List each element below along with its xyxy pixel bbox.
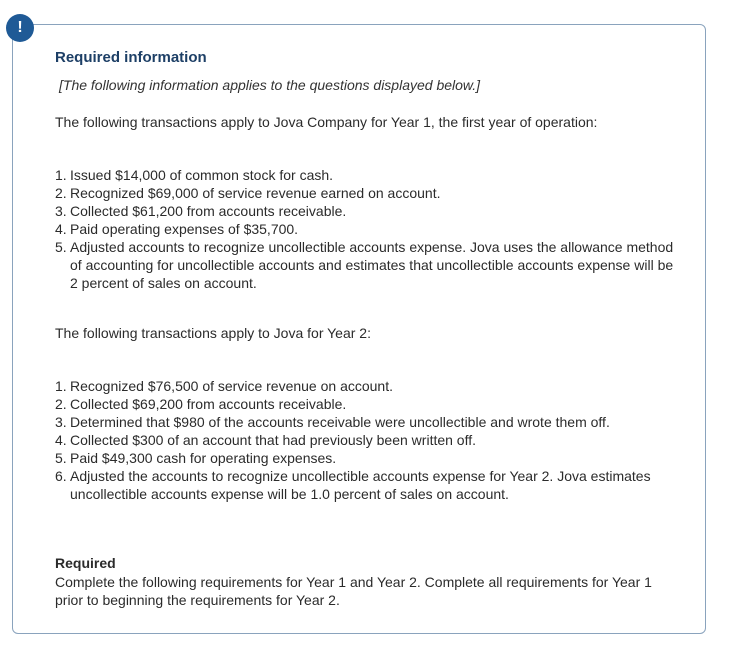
- list-item: 1. Issued $14,000 of common stock for cash.: [55, 167, 334, 183]
- list-item: 1. Recognized $76,500 of service revenue on account.: [55, 378, 393, 394]
- list-number: 5.: [55, 239, 67, 255]
- list-item: 2. Recognized $69,000 of service revenue earned on account.: [55, 185, 441, 201]
- list-item: 4. Collected $300 of an account that had previously been written off.: [55, 432, 477, 448]
- list-number: 3.: [55, 414, 67, 430]
- list-item: 5. Adjusted accounts to recognize uncollectible accounts expense. Jova uses the allowance method of accounting for uncollectible accounts and estimates that uncollectible accounts expense will be 2 percent of sales on account.: [55, 239, 674, 291]
- info-note: [The following information applies to the questions displayed below.]: [59, 77, 481, 93]
- list-item: 6. Adjusted the accounts to recognize uncollectible accounts expense for Year 2. Jova estimates uncollectible accounts expense will be 1.0 percent of sales on account.: [55, 468, 651, 502]
- list-item: 3. Collected $61,200 from accounts receivable.: [55, 203, 347, 219]
- info-card: [12, 24, 706, 634]
- list-item: 3. Determined that $980 of the accounts receivable were uncollectible and wrote them off.: [55, 414, 610, 430]
- year1-intro: The following transactions apply to Jova Company for Year 1, the first year of operation:: [55, 114, 598, 130]
- list-item: 4. Paid operating expenses of $35,700.: [55, 221, 299, 237]
- list-number: 2.: [55, 396, 67, 412]
- required-text: Complete the following requirements for Year 1 and Year 2. Complete all requirements for Year 1 prior to beginning the requirements for Year 2.: [55, 574, 652, 608]
- list-number: 6.: [55, 468, 67, 484]
- list-item: 2. Collected $69,200 from accounts receivable.: [55, 396, 347, 412]
- list-number: 2.: [55, 185, 67, 201]
- list-number: 1.: [55, 378, 67, 394]
- alert-icon: !: [6, 14, 34, 42]
- section-title: Required information: [55, 49, 207, 66]
- list-number: 4.: [55, 221, 67, 237]
- list-number: 4.: [55, 432, 67, 448]
- list-number: 5.: [55, 450, 67, 466]
- year1-transactions: [55, 166, 675, 292]
- required-heading: Required: [55, 555, 116, 571]
- list-item: 5. Paid $49,300 cash for operating expenses.: [55, 450, 337, 466]
- list-number: 3.: [55, 203, 67, 219]
- list-number: 1.: [55, 167, 67, 183]
- year2-intro: The following transactions apply to Jova for Year 2:: [55, 325, 371, 341]
- year2-transactions: [55, 377, 675, 503]
